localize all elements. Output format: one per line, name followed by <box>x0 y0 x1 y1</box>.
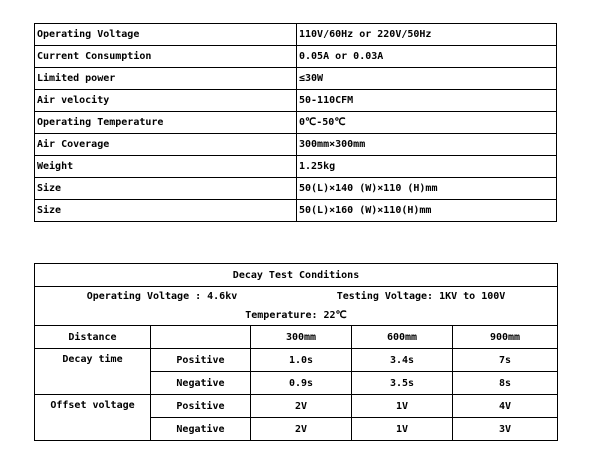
spec-label: Operating Temperature <box>35 112 297 134</box>
spec-value: 110V/60Hz or 220V/50Hz <box>297 24 557 46</box>
spec-row <box>35 90 557 112</box>
polarity-label: Positive <box>151 349 251 372</box>
cell: 1.0s <box>251 349 352 372</box>
distance-300: 300mm <box>251 326 352 349</box>
spec-label: Limited power <box>35 68 297 90</box>
cell: 2V <box>251 395 352 418</box>
spec-value: ≤30W <box>297 68 557 90</box>
spec-row <box>35 112 557 134</box>
polarity-label: Positive <box>151 395 251 418</box>
operating-voltage: Operating Voltage : 4.6kv <box>86 291 238 302</box>
cell: 8s <box>453 372 558 395</box>
spec-row <box>35 178 557 200</box>
decay-table <box>34 263 558 441</box>
spec-row <box>35 68 557 90</box>
cell: 4V <box>453 395 558 418</box>
cell: 2V <box>251 418 352 441</box>
cell: 1V <box>352 418 453 441</box>
table-row <box>35 349 558 372</box>
cell: 3.4s <box>352 349 453 372</box>
spec-value: 300mm×300mm <box>297 134 557 156</box>
spec-row <box>35 200 557 222</box>
spec-label: Air velocity <box>35 90 297 112</box>
distance-600: 600mm <box>352 326 453 349</box>
spec-row <box>35 134 557 156</box>
spec-row <box>35 46 557 68</box>
polarity-label: Negative <box>151 418 251 441</box>
spec-label: Current Consumption <box>35 46 297 68</box>
table-row <box>35 395 558 418</box>
spec-label: Operating Voltage <box>35 24 297 46</box>
spec-row <box>35 24 557 46</box>
testing-voltage: Testing Voltage: 1KV to 100V <box>336 291 506 302</box>
distance-header: Distance <box>35 326 151 349</box>
spec-label: Size <box>35 200 297 222</box>
spec-label: Weight <box>35 156 297 178</box>
spec-label: Air Coverage <box>35 134 297 156</box>
offset-voltage-label: Offset voltage <box>35 395 151 441</box>
cell: 3.5s <box>352 372 453 395</box>
distance-900: 900mm <box>453 326 558 349</box>
blank-header <box>151 326 251 349</box>
spec-value: 50-110CFM <box>297 90 557 112</box>
spec-table <box>34 23 557 222</box>
decay-time-label: Decay time <box>35 349 151 395</box>
cell: 1V <box>352 395 453 418</box>
cell: 7s <box>453 349 558 372</box>
cell: 3V <box>453 418 558 441</box>
temperature: Temperature: 22℃ <box>35 306 558 326</box>
spec-value: 1.25kg <box>297 156 557 178</box>
spec-value: 0℃-50℃ <box>297 112 557 134</box>
decay-title: Decay Test Conditions <box>35 264 558 287</box>
spec-value: 50(L)×160 (W)×110(H)mm <box>297 200 557 222</box>
cell: 0.9s <box>251 372 352 395</box>
spec-value: 0.05A or 0.03A <box>297 46 557 68</box>
spec-row <box>35 156 557 178</box>
polarity-label: Negative <box>151 372 251 395</box>
spec-value: 50(L)×140 (W)×110 (H)mm <box>297 178 557 200</box>
decay-conditions <box>35 287 558 307</box>
spec-label: Size <box>35 178 297 200</box>
